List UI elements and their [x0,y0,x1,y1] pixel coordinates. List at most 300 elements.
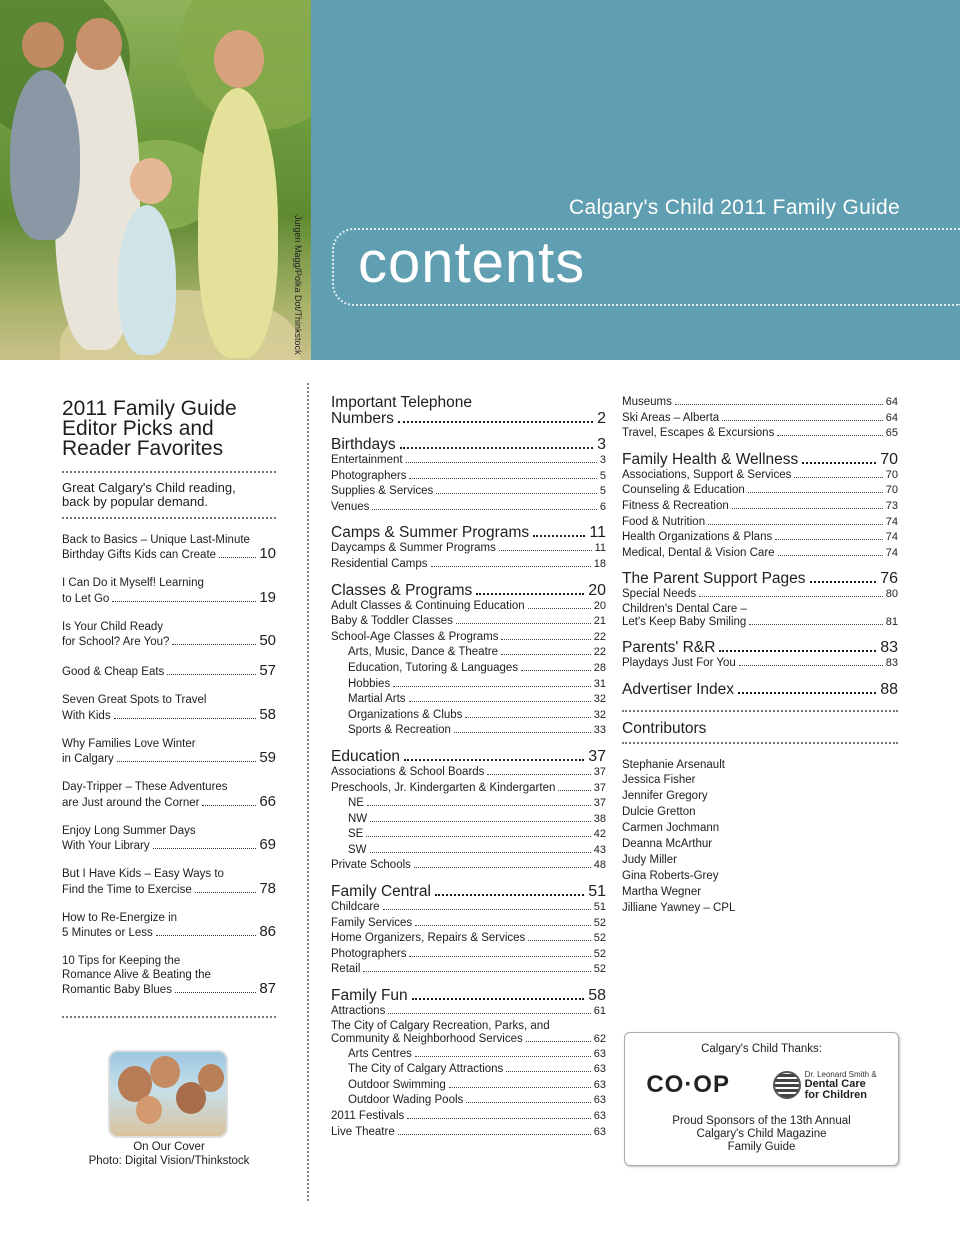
contents-entry [331,858,606,874]
page-number: 52 [593,963,606,976]
section-heading [331,988,606,1004]
entry-label: Photographers [331,469,407,482]
dot-leader [454,732,591,733]
dot-leader [363,971,590,972]
pick-item [62,825,276,854]
dot-leader [153,848,257,849]
contributor-name: Gina Roberts-Grey [622,869,719,882]
dot-leader [195,892,257,893]
entry-line: Children's Dental Care – [622,602,747,615]
pick-line: Day-Tripper – These Adventures [62,781,228,793]
dot-leader [117,761,257,762]
page-number: 70 [885,468,898,481]
dot-leader [172,644,256,645]
page-number: 57 [259,662,276,679]
page-title: contents [358,230,586,295]
dot-leader [699,596,883,597]
dot-leader [112,601,256,602]
contents-entry [331,630,606,646]
contents-section [622,640,898,672]
dot-leader [398,1134,591,1135]
entry-label: Let's Keep Baby Smiling [622,616,747,629]
pick-line [62,547,276,563]
section-heading [331,525,606,541]
contents-entry [331,599,606,615]
page-number: 20 [588,581,606,599]
entry-label: Organizations & Clubs [348,708,463,721]
contents-section [331,395,606,427]
contents-entry [331,1078,606,1094]
picks-subtitle: Great Calgary's Child reading, back by popular demand. [62,480,236,509]
dot-leader [435,894,584,896]
contents-section [622,571,898,630]
pick-item [62,694,276,723]
entry-label: Daycamps & Summer Programs [331,542,496,555]
page-number: 5 [599,469,606,482]
pick-line: Is Your Child Ready [62,620,164,633]
entry-label: Private Schools [331,859,411,872]
page-number: 18 [593,557,606,570]
entry-label: Venues [331,500,370,513]
page-number: 59 [259,749,276,766]
dot-leader [175,992,256,993]
dot-leader [414,867,591,868]
page-number: 37 [588,747,606,765]
entry-label: Retail [331,963,361,976]
contents-entry [622,411,898,427]
dot-leader [708,524,883,525]
dot-leader [528,608,591,609]
page-number: 42 [593,828,606,841]
dot-leader [487,774,590,775]
dot-leader [521,670,591,671]
section-title: Family Health & Wellness [622,450,799,468]
contents-entry [331,645,606,661]
photo-credit: Jurgen Magg/Polka Dot/Thinkstock [293,215,303,355]
entry-label: NE [348,797,364,810]
section-heading [622,452,898,468]
section-title: The Parent Support Pages [622,570,806,588]
contents-entry [331,1033,606,1047]
pick-label: to Let Go [62,592,110,605]
entry-label: Childcare [331,901,380,914]
contents-entry [622,656,898,672]
contents-entry [331,614,606,630]
dot-leader [415,1056,591,1057]
dot-leader [528,940,590,941]
page-number: 87 [259,980,276,997]
contents-section [331,749,606,874]
dot-leader [533,535,585,537]
cover-caption: On Our Cover Photo: Digital Vision/Thinkstock [88,1141,250,1167]
pick-line: Romance Alive & Beating the [62,968,211,981]
page-number: 64 [885,411,898,424]
contributor-name: Deanna McArthur [622,838,713,851]
page-number: 11 [589,524,606,542]
dot-leader [506,1071,590,1072]
pick-line: Why Families Love Winter [62,737,196,750]
dot-leader [366,836,590,837]
entry-label: Museums [622,396,672,408]
dot-leader [219,557,256,558]
entry-label: SW [348,843,367,856]
section-title: Education [331,747,400,765]
section-title: Birthdays [331,436,396,453]
page-number: 51 [593,901,606,914]
thanks-title: Calgary's Child Thanks: [701,1043,822,1055]
page-number: 21 [593,615,606,628]
pick-item [62,955,276,998]
page-number: 66 [259,792,276,810]
sponsor-box [624,1032,899,1166]
dot-leader [406,462,597,463]
entry-label: Photographers [331,947,407,960]
page-number: 3 [599,454,606,466]
contributor-name: Dulcie Gretton [622,806,696,819]
section-title: Family Central [331,883,431,901]
pick-line [62,634,276,650]
dot-leader [794,477,882,478]
entry-label: NW [348,812,368,825]
page-number: 51 [588,883,606,901]
contents-entry [331,723,606,739]
pick-line: But I Have Kids – Easy Ways to [62,868,224,880]
dot-leader [456,623,591,624]
family-photo [0,0,311,360]
contents-entry [331,781,606,797]
contents-entry [622,499,898,515]
contents-entry [331,843,606,859]
page-number: 3 [597,436,606,453]
dental-care-logo: Dr. Leonard Smith & Dental Care for Children [773,1070,877,1101]
contents-entry [622,530,898,546]
divider [622,710,898,712]
entry-label: Associations, Support & Services [622,468,792,481]
dot-leader [372,509,597,510]
dot-leader [558,790,590,791]
page-number: 70 [885,484,898,497]
dot-leader [501,639,590,640]
entry-label: Sports & Recreation [348,724,451,737]
contributors-title: Contributors [622,719,707,737]
pick-label: Romantic Baby Blues [62,984,172,996]
pick-line: Enjoy Long Summer Days [62,824,196,837]
pick-line [62,664,276,680]
pick-label: in Calgary [62,753,114,765]
contents-entry [622,426,898,442]
dot-leader [476,593,584,595]
page-number: 31 [593,677,606,690]
contents-section [331,437,606,515]
entry-label: Attractions [331,1005,386,1018]
page-number: 52 [593,916,606,929]
entry-label: Live Theatre [331,1125,395,1138]
page-number: 65 [885,427,898,440]
dot-leader [431,566,591,567]
entry-label: Education, Tutoring & Languages [348,661,519,674]
page-number: 37 [593,797,606,810]
entry-label: 2011 Festivals [331,1110,405,1122]
section-heading [331,437,606,453]
page-number: 52 [593,932,606,945]
entry-label: Adult Classes & Continuing Education [331,599,525,612]
contents-section [331,988,606,1140]
pick-label: Birthday Gifts Kids can Create [62,549,217,561]
dot-leader [398,421,593,423]
section-heading [331,884,606,900]
page-number: 6 [599,500,606,513]
dot-leader [748,492,883,493]
section-title: Camps & Summer Programs [331,524,530,542]
entry-label: SE [348,828,364,841]
page-number: 74 [885,531,898,544]
dot-leader [722,420,883,421]
contents-column-2 [331,395,606,1140]
section-title: Advertiser Index [622,680,734,698]
page-number: 50 [259,632,276,649]
page-number: 10 [259,545,276,562]
page-number: 81 [885,616,898,629]
section-title: Classes & Programs [331,581,473,599]
entry-label: Home Organizers, Repairs & Services [331,932,526,945]
dot-leader [436,493,597,494]
entry-label: Outdoor Wading Pools [348,1094,464,1107]
pick-line [62,705,276,724]
dot-leader [404,759,584,761]
pick-label: With Your Library [62,840,150,852]
dot-leader [388,1013,590,1014]
dot-leader [370,821,591,822]
contents-entry [331,661,606,677]
dot-leader [719,650,876,652]
contents-entry [331,500,606,516]
entry-label: Family Services [331,916,413,929]
section-title: Parents' R&R [622,638,716,656]
page-number: 32 [593,708,606,721]
page-number: 63 [593,1063,606,1076]
divider [62,471,276,473]
entry-label: Supplies & Services [331,485,434,498]
contents-entry [331,541,606,557]
dot-leader [732,508,883,509]
dot-leader [412,998,585,1000]
pick-line [62,838,276,854]
contents-entry [331,1004,606,1020]
dot-leader [777,435,882,436]
entry-label: Ski Areas – Alberta [622,411,720,424]
contents-section [331,884,606,978]
pick-item [62,912,276,941]
page-number: 22 [593,630,606,643]
entry-label: School-Age Classes & Programs [331,630,499,643]
contents-entry [331,557,606,573]
dot-leader [202,805,256,806]
contents-entry [622,587,898,603]
pick-label: Find the Time to Exercise [62,883,192,896]
pick-item [62,781,276,810]
contents-section [331,525,606,572]
contributor-name: Martha Wegner [622,885,702,898]
page-number: 83 [880,638,898,656]
dot-leader [739,665,883,666]
contents-entry [331,827,606,843]
page-number: 37 [593,781,606,794]
dot-leader [466,1102,590,1103]
pick-line [62,925,276,941]
pick-line [62,982,276,998]
dot-leader [802,462,876,464]
dot-leader [409,478,596,479]
contents-entry [331,931,606,947]
page-number: 74 [885,546,898,559]
dot-leader [810,581,877,583]
dot-leader [738,692,876,694]
page-number: 80 [885,588,898,601]
dot-leader [415,925,591,926]
entry-label: Preschools, Jr. Kindergarten & Kindergarten [331,781,556,794]
pick-item [62,577,276,606]
sponsor-text: Proud Sponsors of the 13th Annual Calgary's Child Magazine Family Guide [672,1115,851,1153]
dot-leader [526,1041,591,1042]
contents-entry [622,616,898,630]
page-number: 76 [880,570,898,588]
entry-line: The City of Calgary Recreation, Parks, and [331,1019,550,1032]
section-heading [331,749,606,765]
dot-leader [499,550,592,551]
contents-section [622,452,898,562]
contents-entry [331,916,606,932]
entry-label: Special Needs [622,588,697,601]
pick-item [62,621,276,650]
entry-label: Hobbies [348,677,391,690]
page-number: 11 [594,542,606,555]
pick-line: Seven Great Spots to Travel [62,694,207,706]
contents-entry [331,796,606,812]
page-number: 37 [593,765,606,778]
entry-label: The City of Calgary Attractions [348,1063,504,1076]
dot-leader [407,1118,590,1119]
page-number: 32 [593,693,606,706]
contents-section [622,395,898,442]
contributors-list [622,758,898,917]
section-heading [622,640,898,656]
contents-entry [331,1062,606,1078]
dot-leader [393,686,591,687]
contents-entry [622,515,898,531]
dot-leader [370,852,591,853]
entry-label: Playdays Just For You [622,656,736,669]
contents-entry [331,677,606,693]
pick-item [62,868,276,897]
page-number: 33 [593,724,606,737]
pick-label: With Kids [62,709,111,722]
page-number: 61 [593,1005,606,1018]
dot-leader [465,717,590,718]
contributor-name: Jilliane Yawney – CPL [622,901,736,914]
entry-label: Arts, Music, Dance & Theatre [348,646,498,659]
pick-line [62,751,276,767]
page-number: 88 [880,680,898,698]
dot-leader [778,555,883,556]
dot-leader [501,654,591,655]
contributor-name: Jessica Fisher [622,774,696,787]
pick-line [62,879,276,898]
divider [62,517,276,519]
page-number: 62 [593,1033,606,1046]
page-number: 38 [593,812,606,825]
entry-label: Community & Neighborhood Services [331,1033,523,1046]
contents-entry [331,692,606,708]
section-heading [331,583,606,599]
pick-item [62,534,276,563]
page-number: 63 [593,1110,606,1122]
dot-leader [400,447,593,449]
section-title: Family Fun [331,987,408,1005]
page-number: 5 [599,485,606,498]
entry-label: Outdoor Swimming [348,1078,446,1091]
contents-entry [331,1093,606,1109]
entry-label: Martial Arts [348,693,406,706]
section-heading [331,411,606,427]
contents-entry [622,483,898,499]
pick-label: 5 Minutes or Less [62,927,153,939]
pick-line: 10 Tips for Keeping the [62,955,181,967]
page-number: 19 [259,588,276,606]
page-number: 74 [885,515,898,528]
contents-entry [331,765,606,781]
page-number: 63 [593,1094,606,1107]
contents-entry [622,395,898,411]
pick-line [62,588,276,607]
entry-label: Residential Camps [331,557,428,570]
picks-column [62,395,276,1026]
contents-column-3 [622,395,898,917]
contents-banner [311,0,960,360]
pick-line: I Can Do it Myself! Learning [62,577,204,589]
section-title: Numbers [331,410,394,427]
contents-entry [331,1109,606,1125]
page-number: 64 [885,396,898,408]
page-number: 63 [593,1125,606,1138]
page-number: 52 [593,947,606,960]
dot-leader [449,1087,591,1088]
page-number: 83 [885,656,898,669]
section-heading [622,682,898,698]
pick-item [62,738,276,767]
entry-label: Associations & School Boards [331,765,485,778]
page-number: 86 [259,923,276,940]
contributor-name: Carmen Jochmann [622,822,720,835]
dot-leader [114,718,257,719]
contents-entry [331,708,606,724]
contents-entry [622,468,898,484]
contents-entry [331,947,606,963]
pick-label: for School? Are You? [62,636,170,648]
section-heading [622,571,898,587]
page-number: 58 [588,987,606,1005]
contributor-name: Stephanie Arsenault [622,758,725,771]
page-number: 28 [593,661,606,674]
page-number: 43 [593,843,606,856]
contents-entry [331,1125,606,1141]
entry-label: Food & Nutrition [622,515,706,528]
contents-entry [331,1047,606,1063]
picks-title: 2011 Family Guide Editor Picks and Reader Favorites [62,397,237,460]
pick-line [62,792,276,811]
entry-label: Travel, Escapes & Excursions [622,427,775,440]
dot-leader [167,674,256,675]
dot-leader [383,909,591,910]
